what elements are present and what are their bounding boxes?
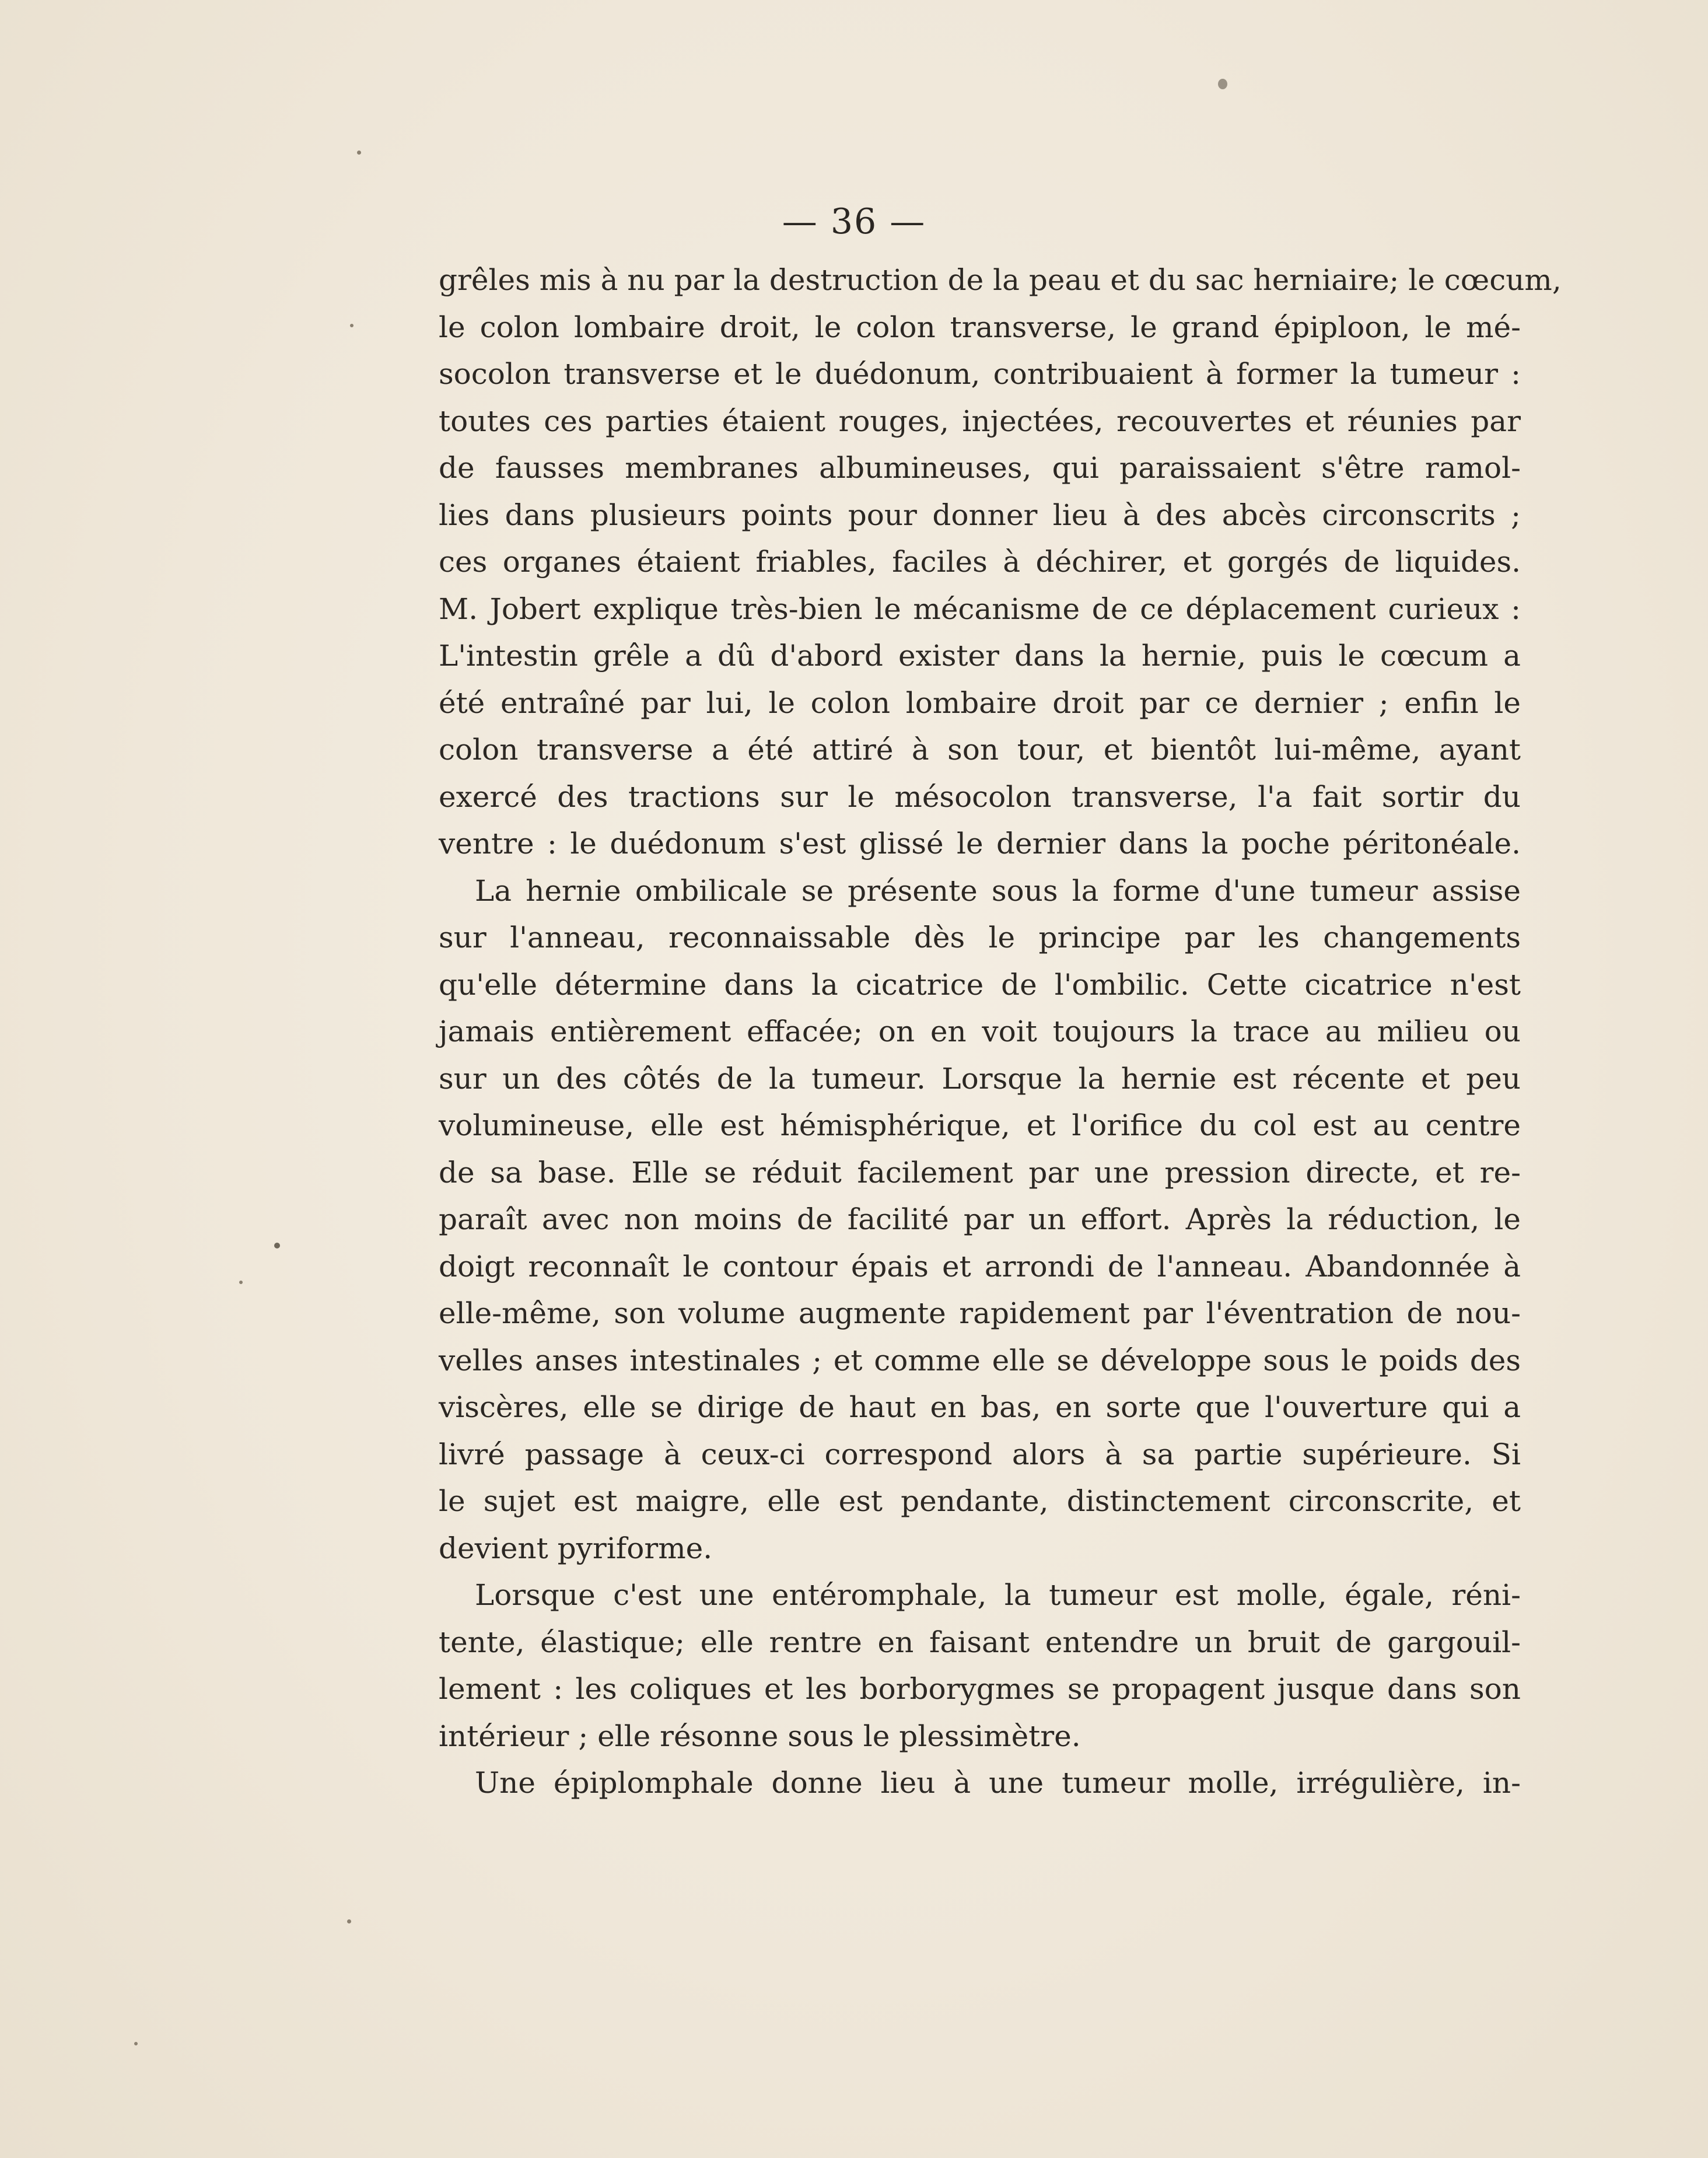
paper-speck: [347, 1919, 351, 1923]
text-line: viscères, elle se dirige de haut en bas, en sorte que l'ouverture qui a: [439, 1390, 1521, 1424]
text-line: exercé des tractions sur le mésocolon transverse, l'a fait sortir du: [439, 779, 1521, 814]
text-line: M. Jobert explique très-bien le mécanisme de ce déplacement curieux :: [439, 592, 1521, 626]
text-line: le colon lombaire droit, le colon transverse, le grand épiploon, le mé-: [439, 310, 1521, 344]
text-line: devient pyriforme.: [439, 1531, 713, 1565]
text-line: Une épiplomphale donne lieu à une tumeur molle, irrégulière, in-: [475, 1766, 1521, 1800]
text-line: socolon transverse et le duédonum, contribuaient à former la tumeur :: [439, 357, 1521, 391]
paper-speck: [274, 1243, 280, 1248]
text-line: jamais entièrement effacée; on en voit toujours la trace au milieu ou: [439, 1015, 1521, 1048]
text-line: paraît avec non moins de facilité par un effort. Après la réduction, le: [439, 1202, 1521, 1236]
text-line: colon transverse a été attiré à son tour, et bientôt lui-même, ayant: [439, 733, 1521, 767]
paragraph: [439, 868, 1521, 1572]
text-line: grêles mis à nu par la destruction de la peau et du sac herniaire; le cœcum,: [439, 263, 1562, 297]
text-line: sur un des côtés de la tumeur. Lorsque la hernie est récente et peu: [439, 1061, 1521, 1096]
text-line: ventre : le duédonum s'est glissé le dernier dans la poche péritonéale.: [439, 827, 1521, 861]
text-line: velles anses intestinales ; et comme elle se développe sous le poids des: [439, 1343, 1521, 1377]
text-line: doigt reconnaît le contour épais et arrondi de l'anneau. Abandonnée à: [439, 1249, 1521, 1283]
paragraph: [439, 1572, 1521, 1760]
text-line: lies dans plusieurs points pour donner lieu à des abcès circonscrits ;: [439, 498, 1521, 532]
text-line: de sa base. Elle se réduit facilement par une pression directe, et re-: [439, 1155, 1521, 1190]
text-line: L'intestin grêle a dû d'abord exister dans la hernie, puis le cœcum a: [439, 639, 1521, 673]
text-line: le sujet est maigre, elle est pendante, distinctement circonscrite, et: [439, 1484, 1521, 1518]
text-line: été entraîné par lui, le colon lombaire droit par ce dernier ; enfin le: [439, 685, 1521, 720]
paper-speck: [239, 1281, 243, 1284]
text-line: volumineuse, elle est hémisphérique, et l'orifice du col est au centre: [439, 1108, 1521, 1142]
text-line: sur l'anneau, reconnaissable dès le principe par les changements: [439, 921, 1521, 954]
text-line: toutes ces parties étaient rouges, injectées, recouvertes et réunies par: [439, 404, 1521, 438]
paper-speck: [357, 151, 361, 155]
paragraph: [439, 257, 1562, 868]
text-line: Lorsque c'est une entéromphale, la tumeur est molle, égale, réni-: [475, 1578, 1521, 1612]
paper-speck: [350, 324, 354, 327]
page-number: — 36 —: [782, 201, 926, 242]
text-line: ces organes étaient friables, faciles à déchirer, et gorgés de liquides.: [439, 545, 1521, 579]
text-line: La hernie ombilicale se présente sous la forme d'une tumeur assise: [475, 873, 1521, 908]
text-line: elle-même, son volume augmente rapidement par l'éventration de nou-: [439, 1296, 1521, 1330]
text-line: lement : les coliques et les borborygmes se propagent jusque dans son: [439, 1672, 1521, 1706]
text-line: qu'elle détermine dans la cicatrice de l'ombilic. Cette cicatrice n'est: [439, 967, 1521, 1002]
text-line: de fausses membranes albumineuses, qui paraissaient s'être ramol-: [439, 451, 1521, 485]
body-text: [439, 257, 1562, 1807]
paper-speck: [134, 2042, 138, 2045]
paragraph: [439, 1760, 1521, 1807]
paper-speck: [1218, 79, 1227, 89]
text-line: intérieur ; elle résonne sous le plessimètre.: [439, 1719, 1081, 1753]
text-line: tente, élastique; elle rentre en faisant entendre un bruit de gargouil-: [439, 1625, 1521, 1659]
text-line: livré passage à ceux-ci correspond alors à sa partie supérieure. Si: [439, 1437, 1521, 1471]
